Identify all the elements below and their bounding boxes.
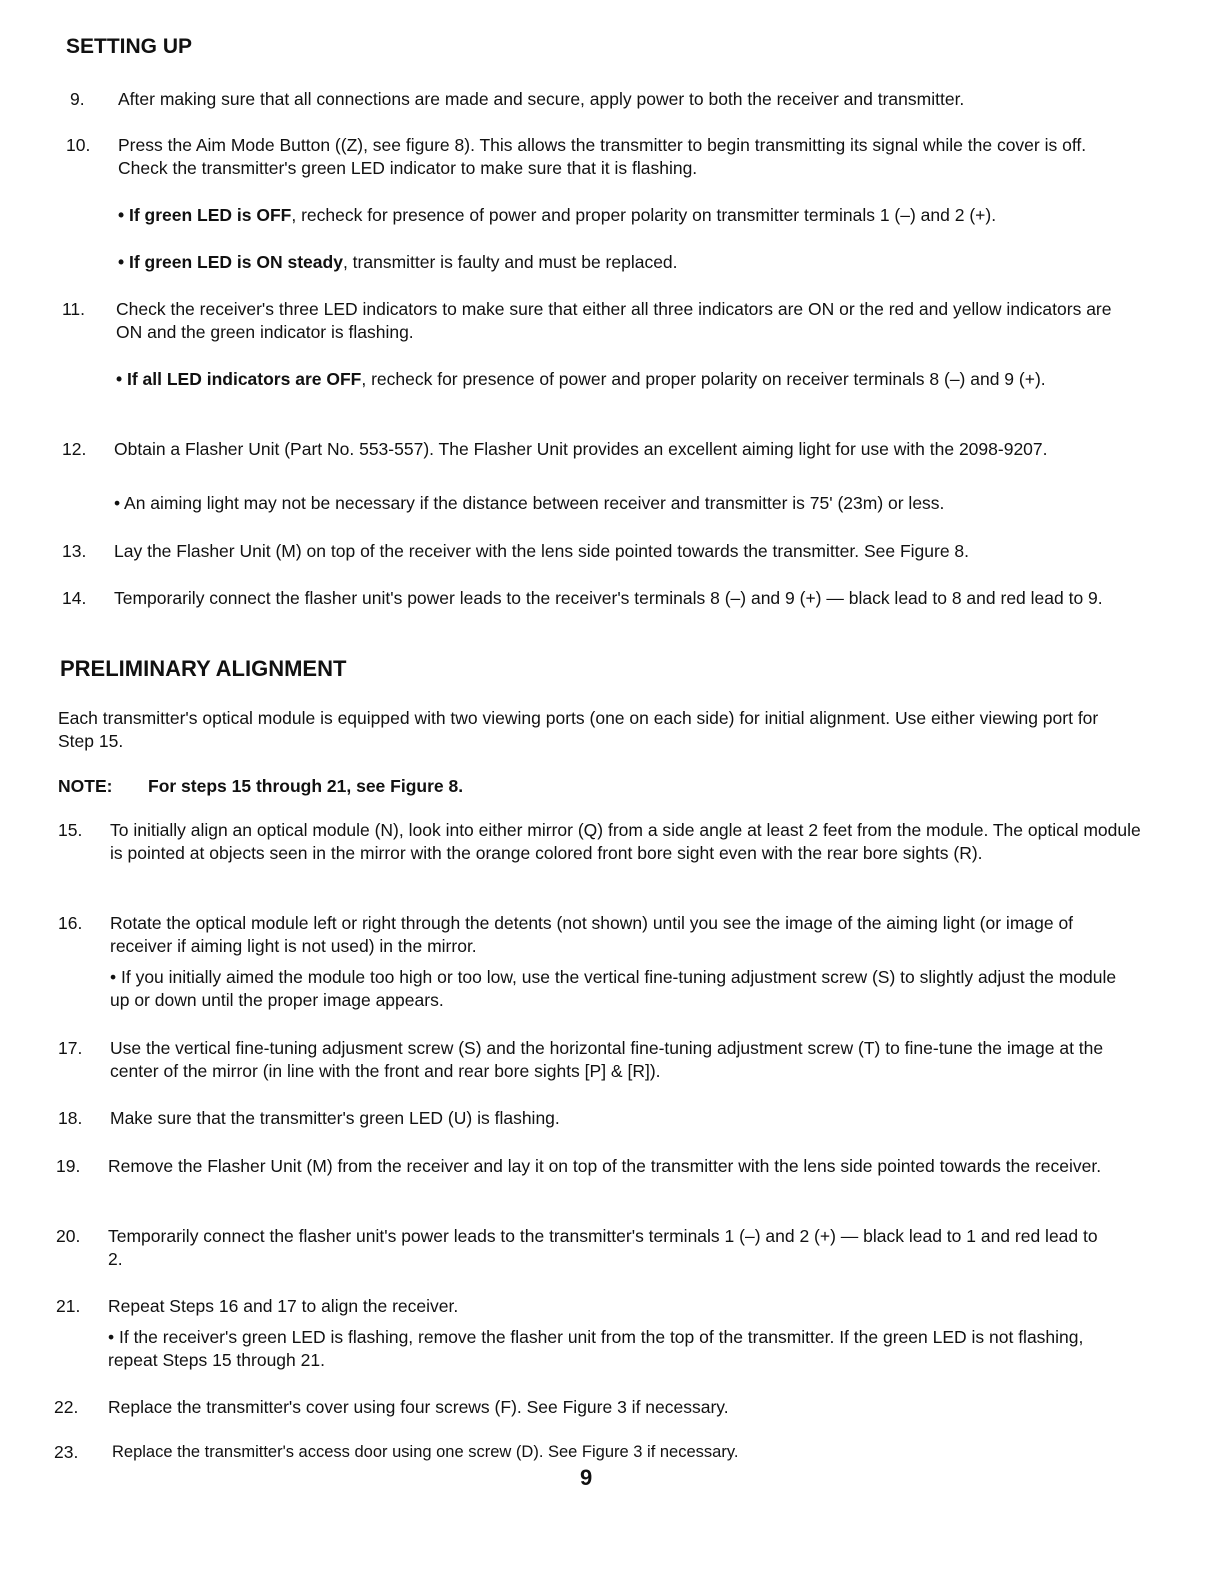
step-number: 22.: [54, 1397, 79, 1417]
step-text: Replace the transmitter's cover using four screws (F). See Figure 3 if necessary.: [108, 1397, 729, 1417]
bullet-item: [118, 204, 1128, 227]
bullet-item: • An aiming light may not be necessary if the distance between receiver and transmitter is 75' (23m) or less.: [114, 493, 945, 513]
setting-up-heading: SETTING UP: [66, 35, 193, 58]
step-text: Rotate the optical module left or right through the detents (not shown) until you see the image of the aiming light (or image of receiver if aiming light is not used) in the mirror.: [110, 913, 1074, 956]
step-number: 19.: [56, 1156, 81, 1176]
step-text: Replace the transmitter's access door using one screw (D). See Figure 3 if necessary.: [112, 1443, 739, 1461]
bullet-rest: , recheck for presence of power and proper polarity on transmitter terminals 1 (–) and 2 (+).: [291, 205, 997, 225]
step-text: Use the vertical fine-tuning adjusment screw (S) and the horizontal fine-tuning adjustment screw (T) to fine-tune the image at the center of the mirror (in line with the front and rear bore sights [P] & [R]).: [110, 1038, 1104, 1081]
step-number: 9.: [70, 89, 85, 109]
step-text: Lay the Flasher Unit (M) on top of the receiver with the lens side pointed towards the transmitter. See Figure 8.: [114, 541, 970, 561]
step-number: 17.: [58, 1038, 83, 1058]
step-number: 13.: [62, 541, 87, 561]
step-number: 12.: [62, 439, 87, 459]
step-number: 21.: [56, 1296, 81, 1316]
step-number: 10.: [66, 135, 91, 155]
step-text: After making sure that all connections are made and secure, apply power to both the receiver and transmitter.: [118, 89, 965, 109]
step-text: Repeat Steps 16 and 17 to align the receiver.: [108, 1296, 459, 1316]
step-text: Temporarily connect the flasher unit's power leads to the receiver's terminals 8 (–) and 9 (+) — black lead to 8 and red lead to 9.: [114, 588, 1103, 608]
step-text: Temporarily connect the flasher unit's power leads to the transmitter's terminals 1 (–) and 2 (+) — black lead to 1 and red lead to 2.: [108, 1226, 1098, 1269]
preliminary-alignment-heading: PRELIMINARY ALIGNMENT: [60, 656, 347, 681]
step-text: Remove the Flasher Unit (M) from the receiver and lay it on top of the transmitter with the lens side pointed towards the receiver.: [108, 1156, 1102, 1176]
note-label: NOTE:: [58, 776, 113, 796]
step-number: 23.: [54, 1442, 79, 1462]
note-text: For steps 15 through 21, see Figure 8.: [148, 776, 464, 796]
bullet-rest: , transmitter is faulty and must be replaced.: [342, 252, 678, 272]
intro-paragraph: Each transmitter's optical module is equipped with two viewing ports (one on each side) for initial alignment. Use either viewing port for Step 15.: [58, 708, 1099, 751]
bullet-item: • If you initially aimed the module too high or too low, use the vertical fine-tuning adjustment screw (S) to slightly adjust the module up or down until the proper image appears.: [110, 967, 1117, 1010]
step-number: 16.: [58, 913, 83, 933]
step-number: 15.: [58, 820, 83, 840]
step-number: 20.: [56, 1226, 81, 1246]
step-text: To initially align an optical module (N), look into either mirror (Q) from a side angle at least 2 feet from the module. The optical module is pointed at objects seen in the mirror with the orange colored front bore sight even with the rear bore sights (R).: [110, 820, 1141, 863]
bullet-lead: • If green LED is OFF: [118, 205, 292, 225]
bullet-item: [116, 368, 1146, 391]
step-number: 11.: [62, 299, 86, 319]
step-text: Obtain a Flasher Unit (Part No. 553-557). The Flasher Unit provides an excellent aiming light for use with the 2098-9207.: [114, 439, 1048, 459]
step-text: Make sure that the transmitter's green LED (U) is flashing.: [110, 1108, 560, 1128]
step-number: 18.: [58, 1108, 83, 1128]
bullet-rest: , recheck for presence of power and proper polarity on receiver terminals 8 (–) and 9 (+).: [361, 369, 1046, 389]
bullet-lead: • If green LED is ON steady: [118, 252, 343, 272]
page-number: 9: [580, 1465, 593, 1490]
bullet-lead: • If all LED indicators are OFF: [116, 369, 362, 389]
step-text: Press the Aim Mode Button ((Z), see figure 8). This allows the transmitter to begin transmitting its signal while the cover is off. Check the transmitter's green LED indicator to make sure that it is flashing.: [118, 135, 1087, 178]
bullet-item: [118, 251, 1128, 274]
step-number: 14.: [62, 588, 87, 608]
bullet-item: • If the receiver's green LED is flashing, remove the flasher unit from the top of the transmitter. If the green LED is not flashing, repeat Steps 15 through 21.: [108, 1327, 1084, 1370]
step-text: Check the receiver's three LED indicators to make sure that either all three indicators are ON or the red and yellow indicators are ON and the green indicator is flashing.: [116, 299, 1112, 342]
